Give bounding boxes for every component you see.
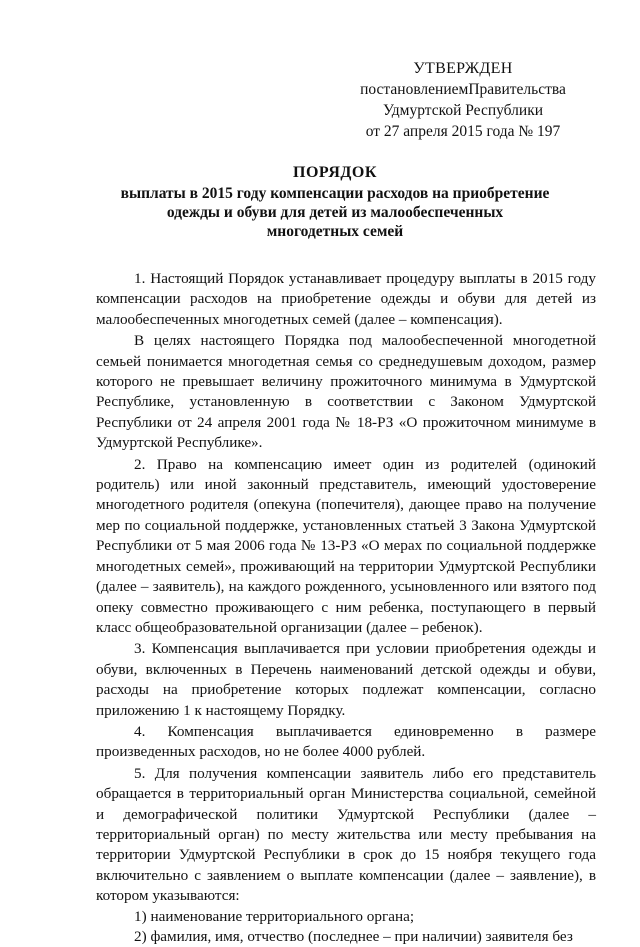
title-line-3: многодетных семей (266, 223, 404, 240)
paragraph-1: 1. Настоящий Порядок устанавливает процедуру выплаты в 2015 году компенсации расходов на приобретение одежды и обуви для детей из малообеспеченных многодетных семей (далее – компенсация). (96, 270, 596, 328)
approval-heading: УТВЕРЖДЕН (413, 60, 513, 77)
list-item-1: 1) наименование территориального органа; (134, 907, 415, 925)
paragraph-2: 2. Право на компенсацию имеет один из родителей (одинокий родитель) или иной законный представитель, имеющий удостоверение многодетного родителя (опекуна (попечителя), дающее право на получение мер по социальной поддержке, установленных статьей 3 Закона Удмуртской Республики от 5 мая 2006 года № 13-РЗ «О мерах по социальной поддержке многодетных семей», проживающий на территории Удмуртской Республики (далее – заявитель), на каждого рожденного, усыновленного или взятого под опеку совместно проживающего с ним ребенка, поступающего в первый класс общеобразовательной организации (далее – ребенок). (96, 455, 596, 636)
paragraph-1-definition: В целях настоящего Порядка под малообеспеченной многодетной семьей понимается многодетная семья со среднедушевым доходом, размер которого не превышает величину прожиточного минимума в Удмуртской Республике, установленную в соответствии с Законом Удмуртской Республики от 24 апреля 2001 года № 18-РЗ «О прожиточном минимуме в Удмуртской Республике». (96, 332, 596, 452)
approval-line-2: Удмуртской Республики (382, 102, 544, 119)
paragraph-5: 5. Для получения компенсации заявитель либо его представитель обращается в территориальный орган Министерства социальной, семейной и демографической политики Удмуртской Республики (далее – территориальный орган) по месту жительства или месту пребывания на территории Удмуртской Республики в срок до 15 ноября текущего года включительно с заявлением о выплате компенсации (далее – заявление), в котором указываются: (96, 764, 596, 905)
document-body (96, 269, 596, 947)
approval-stamp (338, 58, 588, 142)
approval-line-3: от 27 апреля 2015 года № 197 (365, 123, 561, 140)
approval-line-1: постановлениемПравительства (360, 81, 566, 98)
document-title (95, 163, 575, 241)
title-line-2: одежды и обуви для детей из малообеспеченных (166, 204, 504, 221)
title-main: ПОРЯДОК (293, 164, 377, 181)
title-line-1: выплаты в 2015 году компенсации расходов на приобретение (120, 185, 550, 202)
paragraph-3: 3. Компенсация выплачивается при условии приобретения одежды и обуви, включенных в Перечень наименований детской одежды и обуви, расходы на приобретение которых подлежат компенсации, согласно приложению 1 к настоящему Порядку. (96, 640, 596, 719)
paragraph-4: 4. Компенсация выплачивается единовременно в размере произведенных расходов, но не более 4000 рублей. (96, 722, 596, 761)
list-item-2: 2) фамилия, имя, отчество (последнее – при наличии) заявителя без (134, 928, 573, 945)
